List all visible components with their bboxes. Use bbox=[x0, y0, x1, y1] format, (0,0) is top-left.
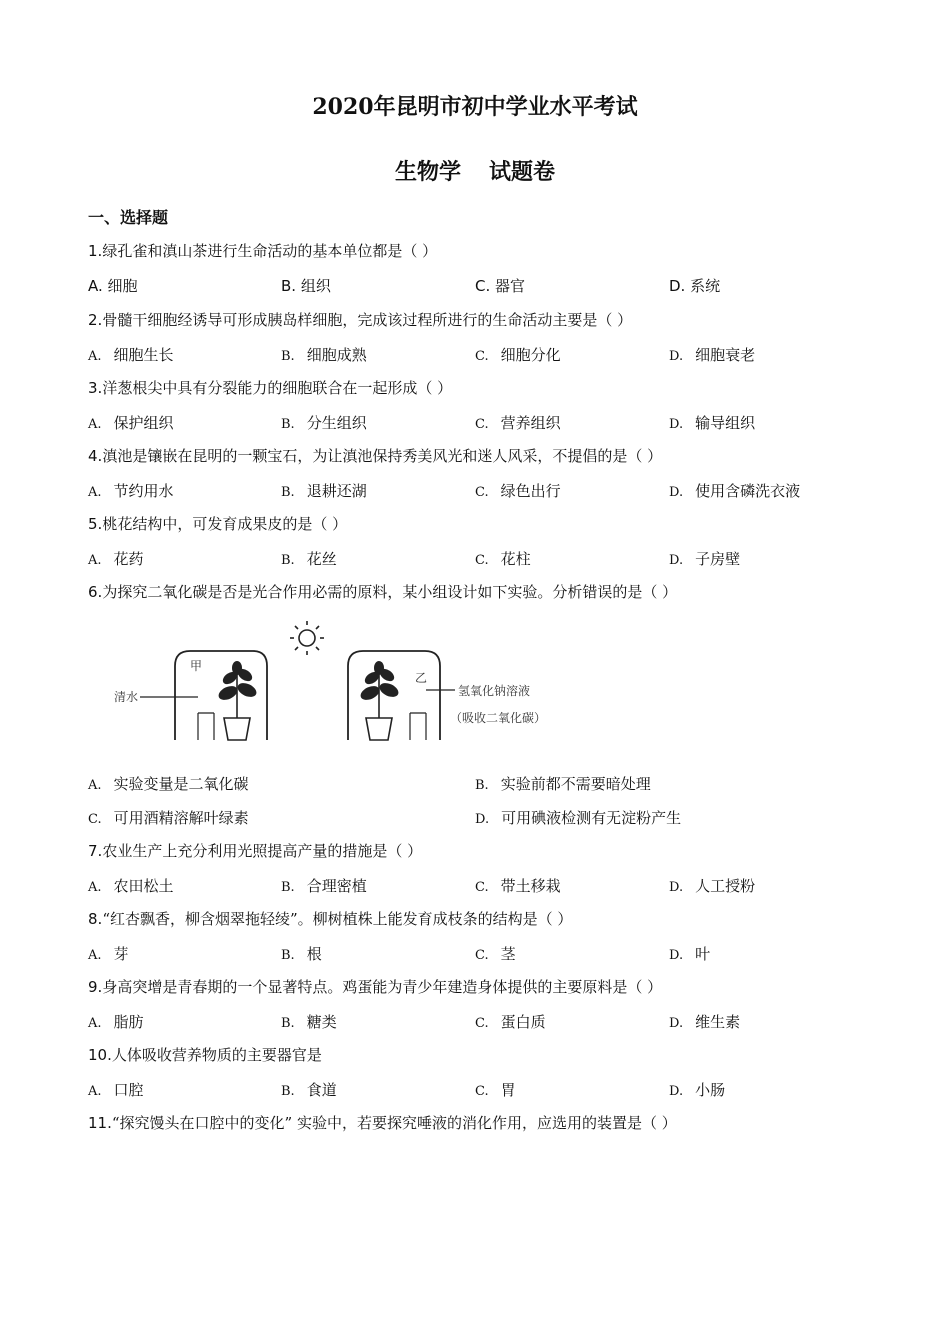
option-text: 实验变量是二氧化碳 bbox=[113, 775, 249, 793]
option-text: 花丝 bbox=[306, 550, 337, 568]
option-label: C. bbox=[475, 417, 489, 432]
question-11 bbox=[88, 1112, 677, 1133]
option-c bbox=[475, 275, 525, 296]
right-liquid-note: （吸收二氧化碳） bbox=[450, 711, 547, 725]
option-text: 可用碘液检测有无淀粉产生 bbox=[501, 809, 682, 827]
question-text: 人体吸收营养物质的主要器官是 bbox=[111, 1046, 322, 1064]
option-d bbox=[669, 548, 740, 569]
option-text: 根 bbox=[306, 945, 322, 963]
option-b bbox=[281, 1011, 337, 1032]
option-b bbox=[281, 275, 331, 296]
option-c bbox=[475, 344, 561, 365]
option-label: D. bbox=[475, 812, 490, 827]
option-text: 蛋白质 bbox=[500, 1013, 546, 1031]
experiment-diagram bbox=[110, 618, 610, 748]
question-9 bbox=[88, 976, 662, 997]
option-text: 退耕还湖 bbox=[306, 482, 367, 500]
question-text: “探究馒头在口腔中的变化” 实验中，若要探究唾液的消化作用，应选用的装置是（ ） bbox=[111, 1114, 677, 1132]
option-text: 茎 bbox=[500, 945, 516, 963]
option-c bbox=[475, 875, 561, 896]
option-c bbox=[475, 943, 516, 964]
option-label: B. bbox=[281, 277, 297, 295]
option-label: B. bbox=[281, 553, 295, 568]
option-d bbox=[669, 943, 710, 964]
option-b bbox=[281, 943, 322, 964]
option-label: D. bbox=[669, 485, 684, 500]
option-label: C. bbox=[475, 880, 489, 895]
question-text: 农业生产上充分利用光照提高产量的措施是（ ） bbox=[102, 842, 423, 860]
potted-plant-a bbox=[216, 661, 258, 740]
option-label: B. bbox=[475, 778, 489, 793]
option-text: 芽 bbox=[113, 945, 129, 963]
option-label: C. bbox=[475, 553, 489, 568]
paper-type: 试题卷 bbox=[489, 159, 556, 185]
option-b bbox=[281, 1079, 337, 1100]
option-text: 小肠 bbox=[695, 1081, 726, 1099]
option-label: C. bbox=[475, 1016, 489, 1031]
option-text: 子房壁 bbox=[695, 550, 741, 568]
option-label: A. bbox=[88, 1016, 102, 1031]
option-d bbox=[669, 344, 755, 365]
option-text: 糖类 bbox=[306, 1013, 337, 1031]
option-text: 口腔 bbox=[113, 1081, 144, 1099]
option-label: D. bbox=[669, 417, 684, 432]
option-text: 系统 bbox=[690, 277, 721, 295]
option-text: 组织 bbox=[300, 277, 331, 295]
option-text: 农田松土 bbox=[113, 877, 174, 895]
option-text: 细胞成熟 bbox=[306, 346, 367, 364]
question-5 bbox=[88, 513, 347, 534]
option-c bbox=[475, 480, 561, 501]
option-label: C. bbox=[475, 277, 491, 295]
option-label: D. bbox=[669, 948, 684, 963]
option-b bbox=[475, 773, 651, 794]
option-d bbox=[669, 1079, 725, 1100]
option-label: B. bbox=[281, 880, 295, 895]
question-text: 桃花结构中，可发育成果皮的是（ ） bbox=[102, 515, 348, 533]
option-b bbox=[281, 344, 367, 365]
option-text: 食道 bbox=[306, 1081, 337, 1099]
option-label: B. bbox=[281, 417, 295, 432]
option-text: 可用酒精溶解叶绿素 bbox=[113, 809, 249, 827]
question-10 bbox=[88, 1044, 322, 1065]
option-text: 花柱 bbox=[500, 550, 531, 568]
option-label: D. bbox=[669, 1016, 684, 1031]
option-b bbox=[281, 875, 367, 896]
option-label: A. bbox=[88, 485, 102, 500]
question-number: 10. bbox=[88, 1046, 112, 1064]
option-label: C. bbox=[475, 948, 489, 963]
option-label: B. bbox=[281, 948, 295, 963]
option-text: 细胞生长 bbox=[113, 346, 174, 364]
option-d bbox=[669, 875, 755, 896]
question-8 bbox=[88, 908, 572, 929]
option-label: A. bbox=[88, 417, 102, 432]
option-c bbox=[88, 807, 249, 828]
option-text: 保护组织 bbox=[113, 414, 174, 432]
option-label: A. bbox=[88, 1084, 102, 1099]
subject-name: 生物学 bbox=[394, 159, 461, 185]
option-text: 花药 bbox=[113, 550, 144, 568]
option-label: A. bbox=[88, 277, 103, 295]
option-a bbox=[88, 1011, 144, 1032]
jar-b-label: 乙 bbox=[415, 671, 428, 685]
question-2 bbox=[88, 309, 632, 330]
question-text: 绿孔雀和滇山茶进行生命活动的基本单位都是（ ） bbox=[102, 242, 438, 260]
question-text: 滇池是镶嵌在昆明的一颗宝石，为让滇池保持秀美风光和迷人风采，不提倡的是（ ） bbox=[102, 447, 663, 465]
option-a bbox=[88, 943, 129, 964]
question-3 bbox=[88, 377, 452, 398]
option-label: B. bbox=[281, 485, 295, 500]
option-label: C. bbox=[88, 812, 102, 827]
option-label: C. bbox=[475, 349, 489, 364]
exam-title: 2020年昆明市初中学业水平考试 bbox=[312, 94, 638, 120]
paper-subtitle bbox=[0, 155, 950, 186]
option-b bbox=[281, 412, 367, 433]
option-text: 器官 bbox=[495, 277, 526, 295]
option-label: A. bbox=[88, 349, 102, 364]
option-text: 细胞分化 bbox=[500, 346, 561, 364]
option-label: C. bbox=[475, 1084, 489, 1099]
option-text: 合理密植 bbox=[306, 877, 367, 895]
potted-plant-b bbox=[358, 661, 400, 740]
question-number: 7. bbox=[88, 842, 103, 860]
question-7 bbox=[88, 840, 422, 861]
option-b bbox=[281, 548, 337, 569]
option-b bbox=[281, 480, 367, 501]
question-number: 2. bbox=[88, 311, 103, 329]
option-a bbox=[88, 412, 174, 433]
option-label: B. bbox=[281, 1016, 295, 1031]
option-d bbox=[475, 807, 681, 828]
option-label: A. bbox=[88, 948, 102, 963]
option-a bbox=[88, 480, 174, 501]
option-text: 胃 bbox=[500, 1081, 516, 1099]
option-d bbox=[669, 275, 720, 296]
option-a bbox=[88, 1079, 144, 1100]
option-text: 营养组织 bbox=[500, 414, 561, 432]
option-label: D. bbox=[669, 880, 684, 895]
question-number: 11. bbox=[88, 1114, 112, 1132]
question-text: 身高突增是青春期的一个显著特点。鸡蛋能为青少年建造身体提供的主要原料是（ ） bbox=[102, 978, 663, 996]
option-text: 人工授粉 bbox=[695, 877, 756, 895]
option-c bbox=[475, 1011, 546, 1032]
option-text: 带土移栽 bbox=[500, 877, 561, 895]
right-liquid-label: 氢氧化钠溶液 bbox=[458, 684, 531, 698]
question-text: 为探究二氧化碳是否是光合作用必需的原料，某小组设计如下实验。分析错误的是（ ） bbox=[102, 583, 678, 601]
question-number: 1. bbox=[88, 242, 103, 260]
option-label: A. bbox=[88, 553, 102, 568]
option-text: 细胞衰老 bbox=[695, 346, 756, 364]
option-label: A. bbox=[88, 778, 102, 793]
option-text: 实验前都不需要暗处理 bbox=[500, 775, 651, 793]
question-6 bbox=[88, 581, 677, 602]
option-text: 脂肪 bbox=[113, 1013, 144, 1031]
left-liquid-label: 清水 bbox=[114, 690, 139, 704]
sun-icon bbox=[290, 621, 324, 655]
question-1 bbox=[88, 240, 437, 261]
option-c bbox=[475, 1079, 516, 1100]
option-label: D. bbox=[669, 349, 684, 364]
jar-a-label: 甲 bbox=[190, 659, 203, 673]
option-d bbox=[669, 412, 755, 433]
option-label: B. bbox=[281, 349, 295, 364]
option-text: 维生素 bbox=[695, 1013, 741, 1031]
experiment-figure bbox=[110, 618, 610, 748]
option-label: B. bbox=[281, 1084, 295, 1099]
option-text: 使用含磷洗衣液 bbox=[695, 482, 801, 500]
question-text: 骨髓干细胞经诱导可形成胰岛样细胞，完成该过程所进行的生命活动主要是（ ） bbox=[102, 311, 633, 329]
option-a bbox=[88, 275, 138, 296]
option-a bbox=[88, 875, 174, 896]
option-d bbox=[669, 1011, 740, 1032]
question-number: 8. bbox=[88, 910, 103, 928]
question-text: “红杏飘香，柳含烟翠拖轻绫”。柳树植株上能发育成枝条的结构是（ ） bbox=[102, 910, 573, 928]
question-number: 4. bbox=[88, 447, 103, 465]
option-text: 细胞 bbox=[107, 277, 138, 295]
question-number: 9. bbox=[88, 978, 103, 996]
question-text: 洋葱根尖中具有分裂能力的细胞联合在一起形成（ ） bbox=[102, 379, 453, 397]
option-label: C. bbox=[475, 485, 489, 500]
question-number: 3. bbox=[88, 379, 103, 397]
option-text: 绿色出行 bbox=[500, 482, 561, 500]
option-a bbox=[88, 773, 249, 794]
option-text: 节约用水 bbox=[113, 482, 174, 500]
question-4 bbox=[88, 445, 662, 466]
option-label: A. bbox=[88, 880, 102, 895]
option-c bbox=[475, 548, 531, 569]
option-a bbox=[88, 344, 174, 365]
option-label: D. bbox=[669, 1084, 684, 1099]
option-d bbox=[669, 480, 800, 501]
option-text: 分生组织 bbox=[306, 414, 367, 432]
question-number: 5. bbox=[88, 515, 103, 533]
question-number: 6. bbox=[88, 583, 103, 601]
section-heading: 一、选择题 bbox=[88, 208, 169, 227]
option-a bbox=[88, 548, 144, 569]
option-text: 输导组织 bbox=[695, 414, 756, 432]
option-label: D. bbox=[669, 277, 686, 295]
option-label: D. bbox=[669, 553, 684, 568]
option-c bbox=[475, 412, 561, 433]
option-text: 叶 bbox=[695, 945, 711, 963]
